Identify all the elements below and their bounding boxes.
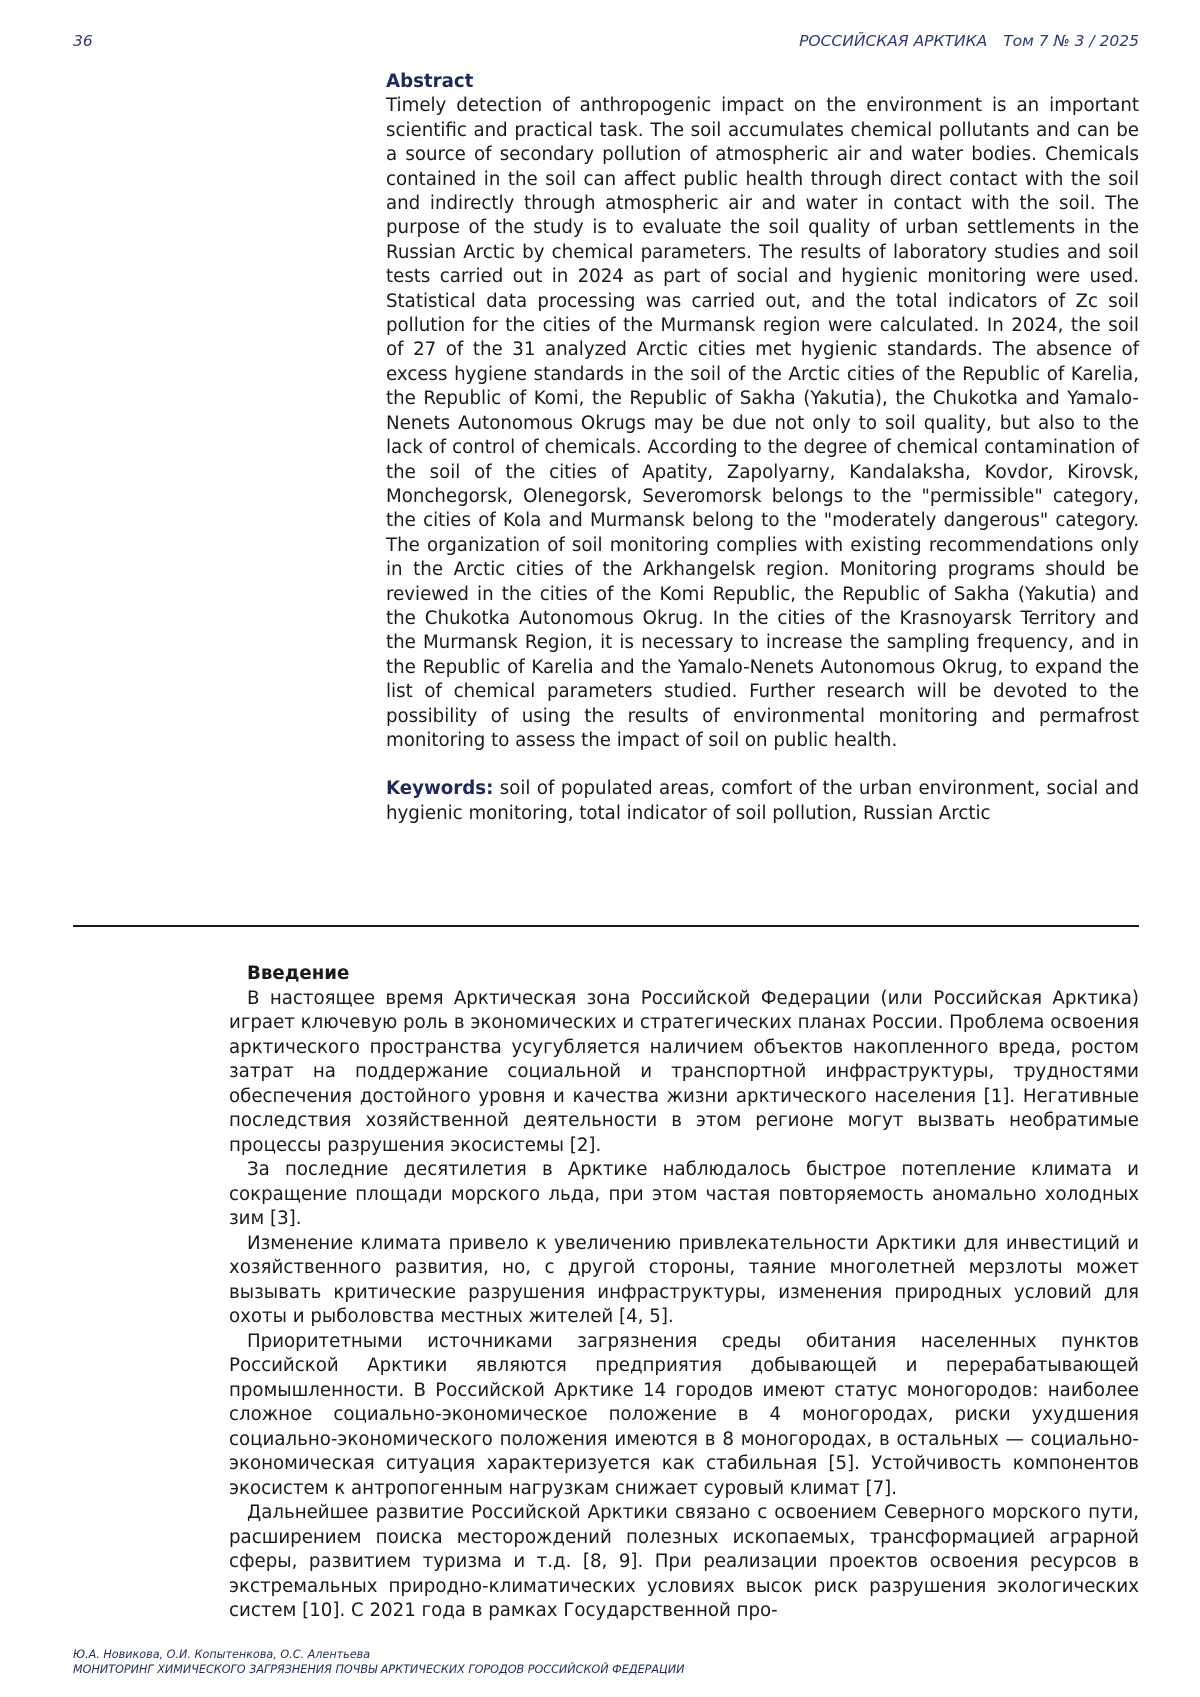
abstract-text: Timely detection of anthropogenic impact on the environment is an important scientific and practical task. The soil accumulates chemical pollutants and can be a source of secondary pollution of atmospheric air and water bodies. Chemicals contained in the soil can affect public health through direct contact with the soil and indirectly through atmospheric air and water in contact with the soil. The purpose of the study is to evaluate the soil quality of urban settlements in the Russian Arctic by chemical parameters. The results of laboratory studies and soil tests carried out in 2024 as part of social and hygienic monitoring were used. Statistical data processing was carried out, and the total indicators of Zc soil pollution for the cities of the Murmansk region were calculated. In 2024, the soil of 27 of the 31 analyzed Arctic cities met hygienic standards. The absence of excess hygiene standards in the soil of the Arctic cities of the Republic of Karelia, the Republic of Komi, the Republic of Sakha (Yakutia), the Chukotka and Yamalo-Nenets Autonomous Okrugs may be due not only to soil quality, but also to the lack of control of chemicals. According to the degree of chemical contamination of the soil of the cities of Apatity, Zapolyarny, Kandalaksha, Kovdor, Kirovsk, Monchegorsk, Olenegorsk, Severomorsk belongs to the "permissible" category, the cities of Kola and Murmansk belong to the "moderately dangerous" category. The organization of soil monitoring complies with existing recommendations only in the Arctic cities of the Arkhangelsk region. Monitoring programs should be reviewed in the cities of the Komi Republic, the Republic of Sakha (Yakutia) and the Chukotka Autonomous Okrug. In the cities of the Krasnoyarsk Territory and the Murmansk Region, it is necessary to increase the sampling frequency, and in the Republic of Karelia and the Yamalo-Nenets Autonomous Okrug, to expand the list of chemical parameters studied. Further research will be devoted to the possibility of using the results of environmental monitoring and permafrost monitoring to assess the impact of soil on public health. bbox=[386, 95, 1139, 751]
journal-issue: Том 7 № 3 / 2025 bbox=[1003, 32, 1139, 50]
footer-article-title: МОНИТОРИНГ ХИМИЧЕСКОГО ЗАГРЯЗНЕНИЯ ПОЧВЫ АРКТИЧЕСКИХ ГОРОДОВ РОССИЙСКОЙ ФЕДЕРАЦИИ bbox=[73, 1662, 685, 1676]
journal-title bbox=[799, 32, 1139, 50]
abstract-heading: Abstract bbox=[386, 71, 474, 92]
intro-paragraph-2: За последние десятилетия в Арктике наблюдалось быстрое потепление климата и сокращение площади морского льда, при этом частая повторяемость аномально холодных зим [3]. bbox=[229, 1159, 1139, 1229]
intro-paragraph-5: Дальнейшее развитие Российской Арктики связано с освоением Северного морского пути, расширением поиска месторождений полезных ископаемых, трансформацией аграрной сферы, развитием туризма и т.д. [8, 9]. При реализации проектов освоения ресурсов в экстремальных природно-климатических условиях высок риск разрушения экологических систем [10]. С 2021 года в рамках Государственной про- bbox=[229, 1502, 1139, 1621]
page-number: 36 bbox=[73, 32, 93, 50]
intro-paragraph-3: Изменение климата привело к увеличению привлекательности Арктики для инвестиций и хозяйственного развития, но, с другой стороны, таяние многолетней мерзлоты может вызывать критические разрушения инфраструктуры, изменения природных условий для охоты и рыболовства местных жителей [4, 5]. bbox=[229, 1232, 1139, 1327]
introduction-heading: Введение bbox=[247, 963, 350, 984]
footer-authors: Ю.А. Новикова, О.И. Копытенкова, О.С. Алентьева bbox=[73, 1648, 371, 1661]
keywords-text: soil of populated areas, comfort of the urban environment, social and hygienic monitoring, total indicator of soil pollution, Russian Arctic bbox=[386, 778, 1139, 824]
introduction-section bbox=[229, 962, 1139, 1624]
intro-paragraph-1: В настоящее время Арктическая зона Российской Федерации (или Российская Арктика) играет ключевую роль в экономических и стратегических планах России. Проблема освоения арктического пространства усугубляется наличием объектов накопленного вреда, ростом затрат на поддержание социальной и транспортной инфраструктуры, трудностями обеспечения достойного уровня и качества жизни арктического населения [1]. Негативные последствия хозяйственной деятельности в этом регионе могут вызвать необратимые процессы разрушения экосистемы [2]. bbox=[229, 987, 1140, 1156]
intro-paragraph-4: Приоритетными источниками загрязнения среды обитания населенных пунктов Российской Арктики являются предприятия добывающей и перерабатывающей промышленности. В Российской Арктике 14 городов имеют статус моногородов: наиболее сложное социально-экономическое положение в 4 моногородах, риски ухудшения социально-экономического положения имеются в 8 моногородах, в остальных — социально-экономическая ситуация характеризуется как стабильная [5]. Устойчивость компонентов экосистем к антропогенным нагрузкам снижает суровый климат [7]. bbox=[229, 1330, 1139, 1499]
keywords-label: Keywords: bbox=[386, 778, 494, 800]
abstract-section bbox=[386, 70, 1139, 826]
section-divider bbox=[73, 925, 1139, 927]
journal-name: РОССИЙСКАЯ АРКТИКА bbox=[799, 32, 988, 50]
running-head bbox=[73, 32, 1139, 56]
keywords bbox=[386, 777, 1139, 826]
page-footer bbox=[73, 1648, 1139, 1677]
